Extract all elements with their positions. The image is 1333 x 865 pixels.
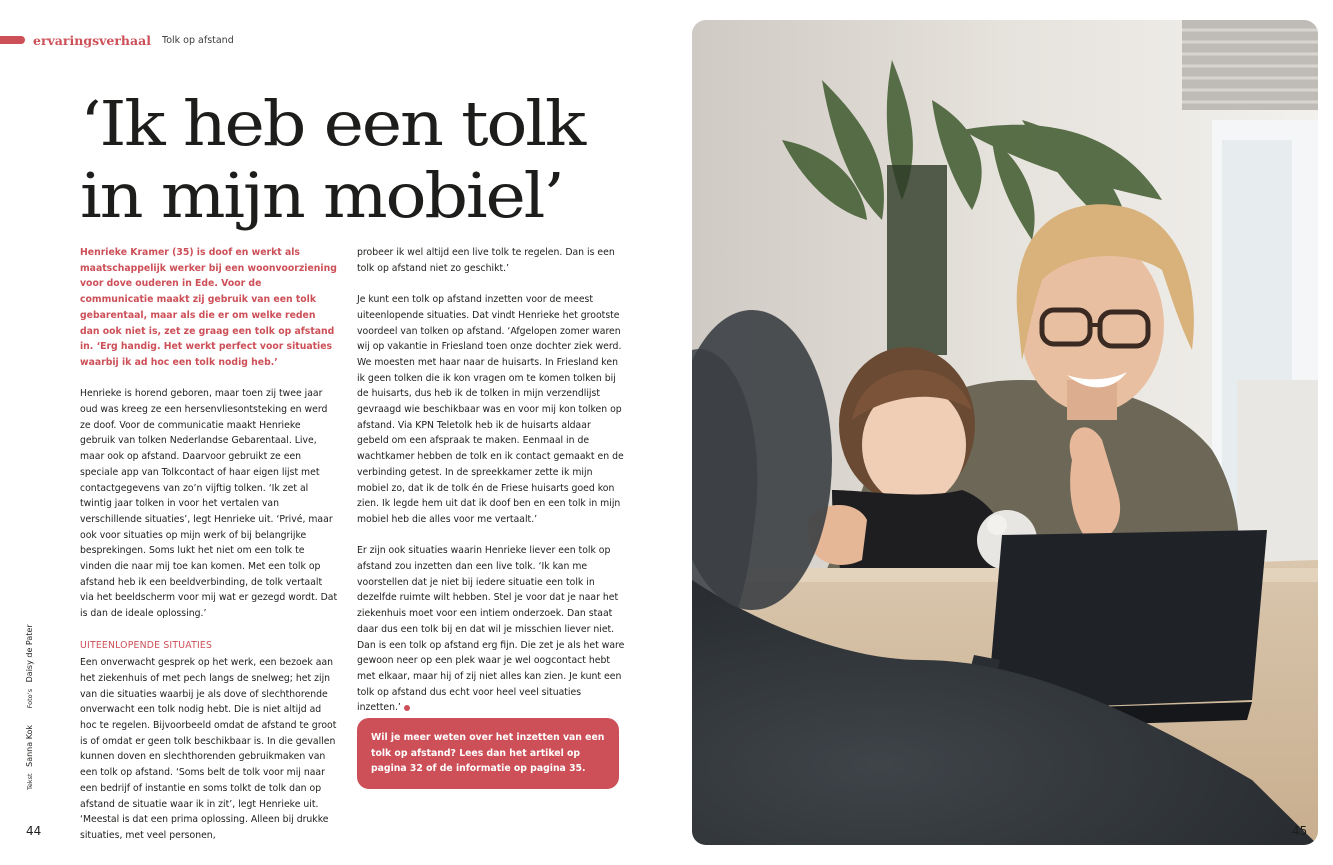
page-number-left: 44 <box>26 824 42 838</box>
body-paragraph: Je kunt een tolk op afstand inzetten voor de meest uiteenlopende situaties. Dat vindt Henrieke het grootste voordeel van tolken op afstand. ‘Afgelopen zomer waren wij op vakantie in Friesland toen onze dochter ziek werd. We moesten met haar naar de huisarts. In Friesland ken ik geen tolken die ik kon vragen om te komen tolken bij de huisarts, dus heb ik de tolken in mijn verzendlijst gevraagd wie beschikbaar was en voor mij kon tolken op afstand. Via KPN Teletolk heb ik de huisarts aldaar gebeld om een afspraak te maken. Eenmaal in de wachtkamer hebben de tolk en ik contact gemaakt en de verbinding getest. In de spreekkamer zette ik mijn mobiel zo, dat ik de tolk én de Friese huisarts goed kon zien. Ik legde hem uit dat ik doof ben en een tolk in mijn mobiel heb die alles voor me vertaalt.’ <box>357 294 624 525</box>
page-number-right: 45 <box>1292 824 1308 838</box>
end-mark-icon <box>404 705 410 711</box>
credit-photo-name: Daisy de Pater <box>25 624 34 683</box>
callout-text: Wil je meer weten over het inzetten van een tolk op afstand? Lees dan het artikel op pagina 32 of de informatie op pagina 35. <box>371 732 605 774</box>
article-headline <box>80 88 650 232</box>
credit-text-label: Tekst <box>26 773 34 790</box>
section-label: ervaringsverhaal <box>33 33 151 48</box>
headline-line-2: in mijn mobiel’ <box>80 159 563 232</box>
subheading: UITEENLOPENDE SITUATIES <box>80 639 213 651</box>
body-paragraph: Henrieke is horend geboren, maar toen zij twee jaar oud was kreeg ze een hersenvliesontsteking en werd ze doof. Voor de communicatie maakt Henrieke gebruik van tolken Nederlandse Gebarentaal. Live, maar ook op afstand. Daarvoor gebruikt ze een speciale app van Tolkcontact of haar eigen lijst met contactgegevens van zo’n vijftig tolken. ‘Ik zet al twintig jaar tolken in voor het vertalen van verschillende situaties’, legt Henrieke uit. ‘Privé, maar ook voor situaties op mijn werk of bij belangrijke besprekingen. Soms lukt het niet om een tolk te vinden die naar mij toe kan komen. Met een tolk op afstand heb ik een beeldverbinding, de tolk vertaalt via het beeldscherm voor mij wat er gezegd wordt. Dat is dan de ideale oplossing.’ <box>80 388 338 620</box>
body-paragraph-last <box>357 543 625 716</box>
body-paragraph: probeer ik wel altijd een live tolk te regelen. Dan is een tolk op afstand niet zo geschikt.’ <box>357 247 615 274</box>
credits <box>25 624 37 790</box>
section-tag-bar <box>0 36 25 44</box>
callout-box <box>357 718 619 789</box>
subsection-label: Tolk op afstand <box>162 35 234 46</box>
body-paragraph: Een onverwacht gesprek op het werk, een bezoek aan het ziekenhuis of met pech langs de snelweg; het zijn van die situaties waarbij je als dove of slechthorende onverwacht een tolk nodig hebt. Die is niet altijd ad hoc te regelen. Bijvoorbeeld omdat de afstand te groot is of omdat er geen tolk beschikbaar is. In die gevallen kunnen doven en slechthorenden gebruikmaken van een tolk op afstand. ‘Soms belt de tolk voor mij naar een bedrijf of instantie en soms tolkt de tolk dan op afstand de situatie waar ik in zit’, legt Henrieke uit. ‘Meestal is dat een prima oplossing. Alleen bij drukke situaties, met veel personen, <box>80 657 337 841</box>
headline-line-1: ‘Ik heb een tolk <box>80 87 584 160</box>
body-text: Er zijn ook situaties waarin Henrieke liever een tolk op afstand zou inzetten dan een live tolk. ‘Ik kan me voorstellen dat je niet bij iedere situatie een tolk in dezelfde ruimte wilt hebben. Stel je voor dat je naar het ziekenhuis moet voor een intiem onderzoek. Dan staat daar dus een tolk bij en dat wil je misschien liever niet. Dan is een tolk op afstand erg fijn. Die zet je als het ware gewoon neer op een plek waar je wel oogcontact hebt met elkaar, maar hij of zij niet alles kan zien. Je kunt een tolk op afstand dus echt voor heel veel situaties inzetten.’ <box>357 545 625 714</box>
text-column-2 <box>357 245 625 732</box>
credit-text-name: Sanna Kok <box>25 724 34 767</box>
credit-photo-label: Foto’s <box>26 688 34 709</box>
intro-paragraph: Henrieke Kramer (35) is doof en werkt als maatschappelijk werker bij een woonvoorziening voor dove ouderen in Ede. Voor de communicatie maakt zij gebruik van een tolk gebarentaal, maar als die er om welke reden dan ook niet is, zet ze graag een tolk op afstand in. ‘Erg handig. Het werkt perfect voor situaties waarbij ik ad hoc een tolk nodig heb.’ <box>80 247 337 368</box>
text-column-1 <box>80 245 338 859</box>
article-photo <box>692 20 1318 845</box>
